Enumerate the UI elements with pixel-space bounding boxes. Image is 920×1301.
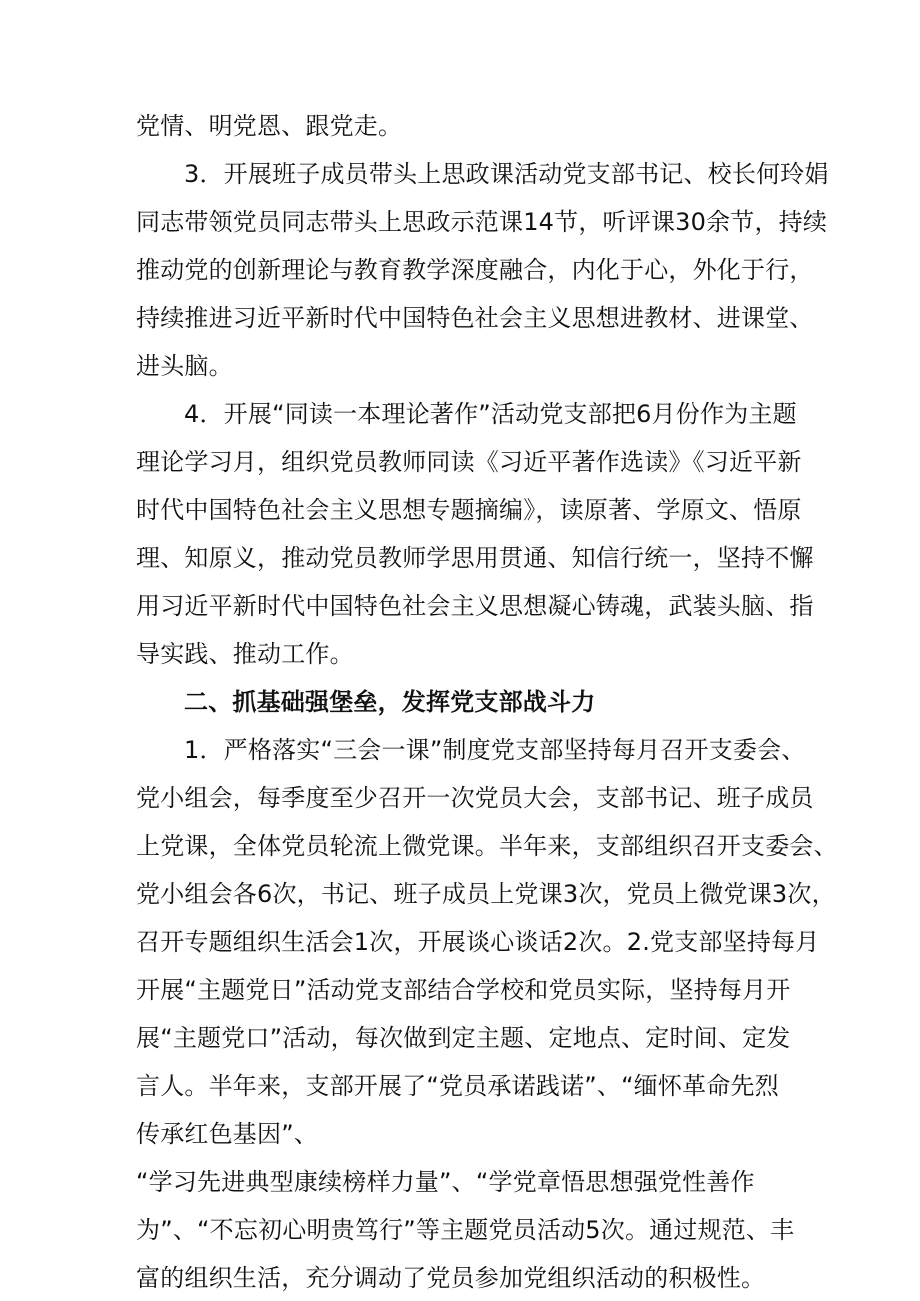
- paragraph-line: 导实践、推动工作。: [136, 640, 354, 668]
- paragraph-line: 同志带领党员同志带头上思政示范课14节，听评课30余节，持续: [136, 208, 828, 236]
- paragraph-line: 召开专题组织生活会1次，开展谈心谈话2次。2.党支部坚持每月: [136, 928, 820, 956]
- paragraph-line: 理论学习月，组织党员教师同读《习近平著作选读》《习近平新: [136, 448, 802, 476]
- paragraph-line: 时代中国特色社会主义思想专题摘编》，读原著、学原文、悟原: [136, 496, 802, 524]
- paragraph-line: 1．严格落实“三会一课”制度党支部坚持每月召开支委会、: [184, 736, 806, 764]
- section-heading: 二、抓基础强堡垒，发挥党支部战斗力: [184, 688, 596, 716]
- paragraph-line: 为”、“不忘初心明贵笃行”等主题党员活动5次。通过规范、丰: [136, 1216, 795, 1244]
- paragraph-line: 用习近平新时代中国特色社会主义思想凝心铸魂，武装头脑、指: [136, 592, 814, 620]
- paragraph-line: 理、知原义，推动党员教师学思用贯通、知信行统一，坚持不懈: [136, 544, 814, 572]
- paragraph-line: 3．开展班子成员带头上思政课活动党支部书记、校长何玲娟: [184, 160, 829, 188]
- paragraph-line: 展“主题党口”活动，每次做到定主题、定地点、定时间、定发: [136, 1024, 791, 1052]
- paragraph-line: 4．开展“同读一本理论著作”活动党支部把6月份作为主题: [184, 400, 797, 428]
- paragraph-line: 言人。半年来，支部开展了“党员承诺践诺”、“缅怀革命先烈: [136, 1072, 779, 1100]
- paragraph-line: 持续推进习近平新时代中国特色社会主义思想进教材、进课堂、: [136, 304, 814, 332]
- paragraph-line: 推动党的创新理论与教育教学深度融合，内化于心，外化于行，: [136, 256, 814, 284]
- paragraph-line: 进头脑。: [136, 352, 233, 380]
- paragraph-line: 上党课，全体党员轮流上微党课。半年来，支部组织召开支委会、: [136, 832, 838, 860]
- paragraph-line: 党小组会各6次，书记、班子成员上党课3次，党员上微党课3次，: [136, 880, 836, 908]
- paragraph-line: “学习先进典型康续榜样力量”、“学党章悟思想强党性善作: [136, 1168, 755, 1196]
- paragraph-line: 党情、明党恩、跟党走。: [136, 112, 403, 140]
- paragraph-line: 开展“主题党日”活动党支部结合学校和党员实际，坚持每月开: [136, 976, 791, 1004]
- paragraph-line: 富的组织生活，充分调动了党员参加党组织活动的积极性。: [136, 1264, 766, 1292]
- paragraph-line: 党小组会，每季度至少召开一次党员大会，支部书记、班子成员: [136, 784, 814, 812]
- paragraph-line: 传承红色基因”、: [136, 1120, 319, 1148]
